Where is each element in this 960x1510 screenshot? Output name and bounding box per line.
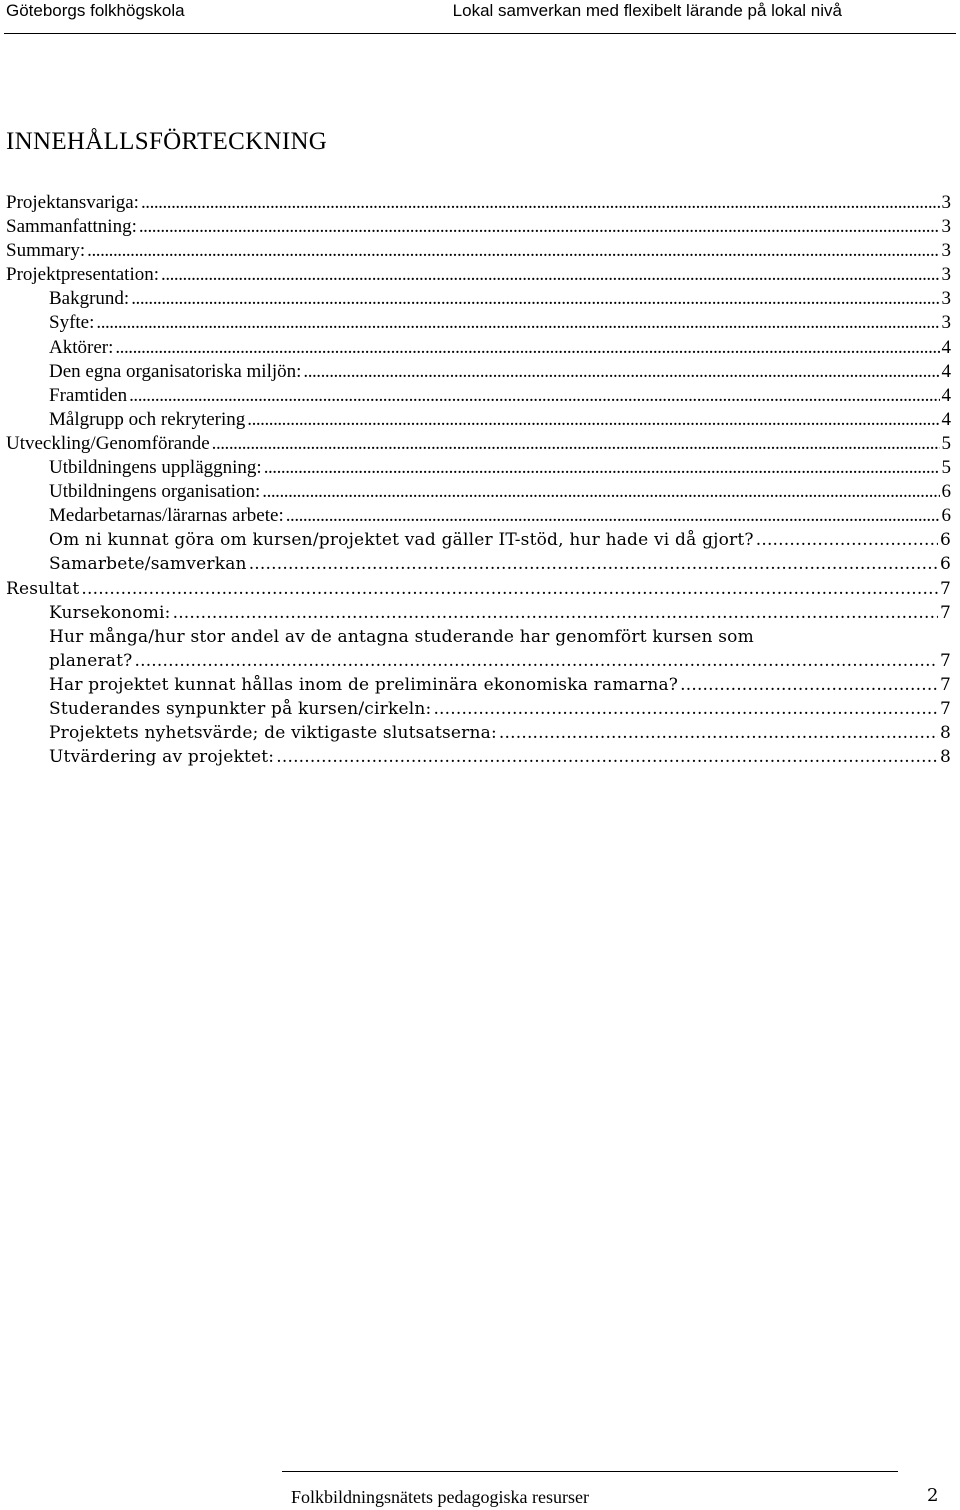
- toc-leader: [141, 191, 940, 215]
- toc-entry-page: 6: [941, 505, 951, 527]
- toc-entry-title: Aktörer:: [49, 336, 114, 358]
- toc-entry[interactable]: [0, 456, 960, 480]
- toc-entry-page: 7: [939, 578, 951, 599]
- toc-leader: [680, 673, 938, 697]
- toc-entry-title-line1: Hur många/hur stor andel av de antagna studerande har genomfört kursen som: [49, 626, 754, 647]
- toc-entry-page: 3: [941, 264, 951, 286]
- footer-rule: [282, 1471, 898, 1472]
- page-footer: [0, 1465, 960, 1510]
- toc-entry-page: 4: [941, 384, 951, 406]
- toc-leader: [303, 360, 939, 384]
- toc-entry-page: 6: [939, 530, 951, 551]
- toc-entry[interactable]: [0, 384, 960, 408]
- toc-leader: [81, 577, 938, 601]
- header-rule: [4, 33, 956, 34]
- toc-entry-title: Utbildningens organisation:: [49, 481, 261, 503]
- toc-entry-page: 7: [939, 602, 951, 623]
- toc-leader: [115, 336, 939, 360]
- toc-entry-title: Om ni kunnat göra om kursen/projektet vad gäller IT-stöd, hur hade vi då gjort?: [49, 530, 754, 551]
- toc-entry-title: Målgrupp och rekrytering: [49, 408, 246, 430]
- toc-entry[interactable]: [0, 191, 960, 215]
- toc-leader: [433, 697, 938, 721]
- toc-entry[interactable]: [0, 601, 960, 625]
- toc-leader: [129, 384, 939, 408]
- header-organization: Göteborgs folkhögskola: [6, 1, 185, 20]
- toc-entry-page: 3: [941, 312, 951, 334]
- toc-entry-page: 6: [941, 481, 951, 503]
- toc-entry-page: 7: [939, 674, 951, 695]
- toc-leader: [247, 408, 939, 432]
- toc-leader: [173, 601, 938, 625]
- toc-entry[interactable]: [0, 360, 960, 384]
- toc-leader: [131, 287, 939, 311]
- toc-entry-title: Den egna organisatoriska miljön:: [49, 360, 302, 382]
- toc-entry-page: 3: [941, 192, 951, 213]
- toc-entry-title: Summary:: [6, 240, 86, 262]
- toc-entry[interactable]: [0, 408, 960, 432]
- toc-entry-title: Samarbete/samverkan: [49, 554, 247, 575]
- toc-entry[interactable]: [0, 697, 960, 721]
- toc-entry[interactable]: [0, 673, 960, 697]
- toc-entry-page: 5: [941, 457, 951, 479]
- toc-entry-page: 8: [939, 746, 951, 767]
- table-of-contents: [0, 191, 960, 769]
- toc-entry-page: 7: [939, 650, 951, 671]
- toc-entry-page: 6: [939, 554, 951, 575]
- toc-entry-page: 3: [941, 240, 951, 262]
- toc-leader: [276, 745, 938, 769]
- toc-entry-page: 3: [941, 288, 951, 310]
- toc-entry[interactable]: [0, 504, 960, 528]
- footer-publisher: Folkbildningsnätets pedagogiska resurser: [291, 1487, 589, 1507]
- toc-entry-title-line2: planerat?: [49, 650, 133, 671]
- toc-entry-title: Utbildningens uppläggning:: [49, 457, 262, 479]
- toc-entry[interactable]: [0, 287, 960, 311]
- toc-entry-title: Medarbetarnas/lärarnas arbete:: [49, 505, 284, 527]
- toc-leader: [286, 504, 940, 528]
- header-document-title: Lokal samverkan med flexibelt lärande på lokal nivå: [452, 1, 842, 20]
- toc-entry-title: Resultat: [6, 578, 80, 599]
- toc-entry-title: Kursekonomi:: [49, 602, 171, 623]
- toc-entry[interactable]: [0, 528, 960, 552]
- toc-entry[interactable]: [0, 552, 960, 576]
- toc-entry-title: Utveckling/Genomförande: [6, 432, 210, 454]
- toc-leader: [264, 456, 940, 480]
- toc-entry-title: Projektansvariga:: [6, 192, 139, 213]
- toc-entry[interactable]: [0, 577, 960, 601]
- toc-leader: [249, 552, 938, 576]
- toc-entry-page: 3: [941, 216, 951, 238]
- toc-entry-title: Bakgrund:: [49, 288, 130, 310]
- toc-entry-page: 5: [941, 432, 951, 454]
- toc-entry-page: 8: [939, 722, 951, 743]
- toc-leader: [134, 649, 937, 673]
- page-number: 2: [927, 1485, 939, 1506]
- toc-entry-title: Har projektet kunnat hållas inom de preliminära ekonomiska ramarna?: [49, 674, 679, 695]
- toc-leader: [161, 263, 939, 287]
- toc-entry-page: 4: [941, 408, 951, 430]
- toc-entry-page: 4: [941, 336, 951, 358]
- toc-entry[interactable]: [0, 480, 960, 504]
- toc-leader: [139, 215, 940, 239]
- toc-entry[interactable]: [0, 625, 960, 673]
- toc-leader: [87, 239, 939, 263]
- toc-entry[interactable]: [0, 215, 960, 239]
- toc-entry-page: 7: [939, 698, 951, 719]
- toc-leader: [262, 480, 939, 504]
- toc-entry[interactable]: [0, 745, 960, 769]
- toc-entry-page: 4: [941, 360, 951, 382]
- toc-entry[interactable]: [0, 336, 960, 360]
- toc-entry-title: Sammanfattning:: [6, 216, 137, 238]
- page-header: [0, 0, 960, 36]
- toc-entry-title: Studerandes synpunkter på kursen/cirkeln:: [49, 698, 432, 719]
- toc-leader: [212, 432, 940, 456]
- toc-entry[interactable]: [0, 263, 960, 287]
- toc-leader: [499, 721, 938, 745]
- toc-leader: [756, 528, 938, 552]
- toc-entry[interactable]: [0, 311, 960, 335]
- toc-entry-title: Syfte:: [49, 312, 95, 334]
- toc-entry-title: Projektpresentation:: [6, 264, 160, 286]
- toc-heading: INNEHÅLLSFÖRTECKNING: [6, 128, 328, 155]
- toc-entry[interactable]: [0, 239, 960, 263]
- toc-leader: [96, 311, 939, 335]
- toc-entry-title: Projektets nyhetsvärde; de viktigaste slutsatserna:: [49, 722, 497, 743]
- toc-entry-title: Utvärdering av projektet:: [49, 746, 275, 767]
- toc-entry[interactable]: [0, 432, 960, 456]
- toc-entry[interactable]: [0, 721, 960, 745]
- toc-entry-title: Framtiden: [49, 384, 128, 406]
